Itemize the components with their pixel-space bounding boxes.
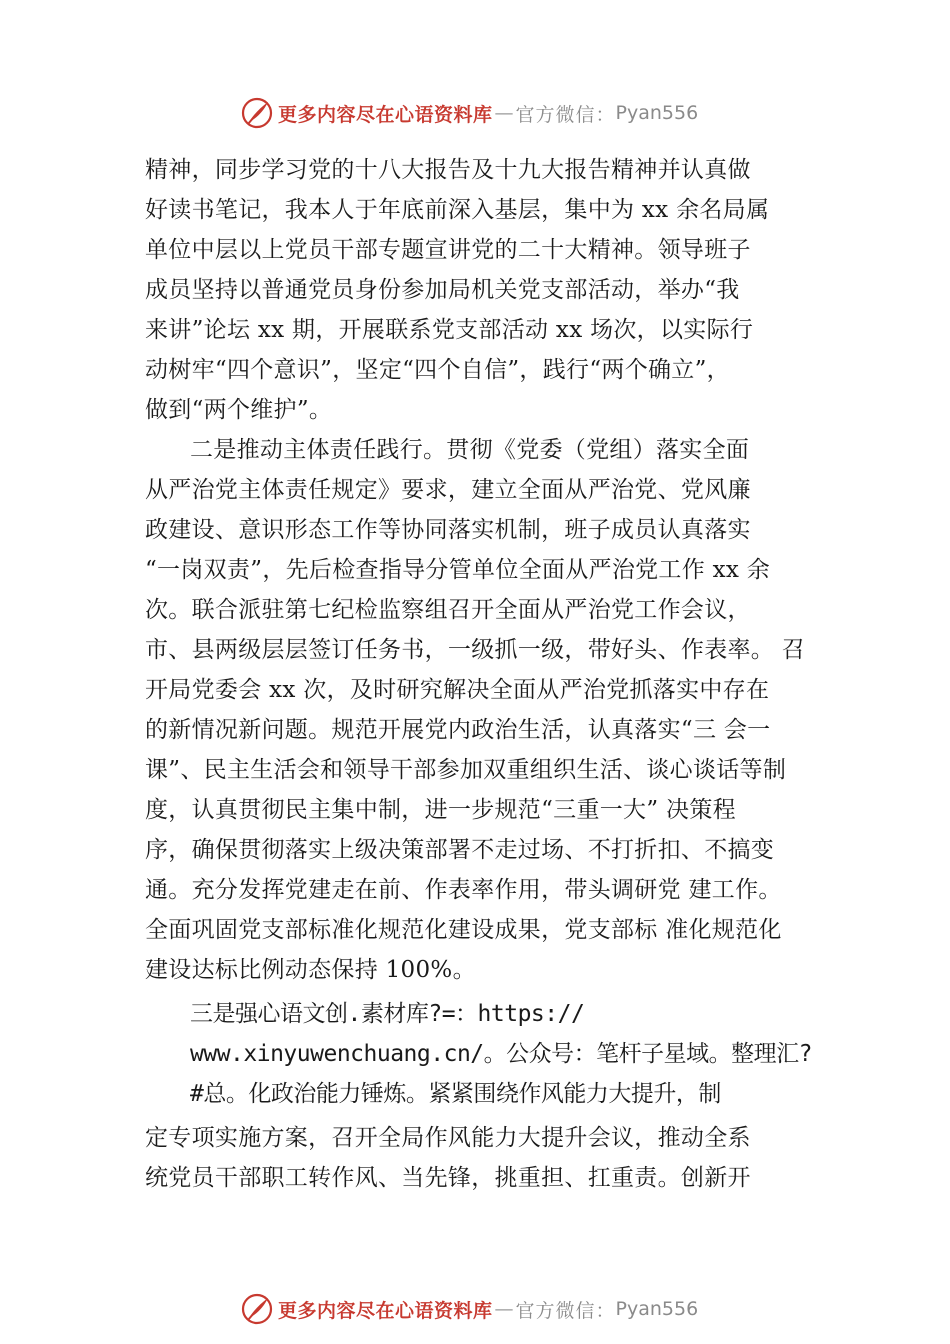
text-line: 序，确保贯彻落实上级决策部署不走过场、不打折扣、不搞变 — [145, 837, 775, 863]
text-line: 成员坚持以普通党员身份参加局机关党支部活动，举办“我 — [145, 277, 740, 303]
text-line: 全面巩固党支部标准化规范化建设成果，党支部标 准化规范化 — [145, 917, 782, 943]
footer-banner — [240, 1292, 698, 1326]
banner-dash: — — [494, 102, 514, 124]
text-line: 从严治党主体责任规定》要求，建立全面从严治党、党风廉 — [145, 477, 751, 503]
wechat-id: Pyan556 — [615, 1298, 699, 1320]
text-line: 精神，同步学习党的十八大报告及十九大报告精神并认真做 — [145, 157, 751, 183]
text-line: #总。化政治能力锤炼。紧紧围绕作风能力大提升，制 — [190, 1081, 721, 1107]
text-line: 做到“两个维护”。 — [145, 397, 333, 423]
site-name: 更多内容尽在心语资料库 — [278, 103, 493, 126]
text-line: 课”、民主生活会和领导干部参加双重组织生活、谈心谈话等制 — [145, 757, 787, 783]
wechat-label: 官方微信： — [515, 1299, 616, 1322]
wechat-id: Pyan556 — [615, 102, 699, 124]
text-line: 市、县两级层层签订任务书，一级抓一级，带好头、作表率。 召 — [145, 637, 806, 663]
paragraph-start-line: 二是推动主体责任践行。贯彻《党委（党组）落实全面 — [190, 437, 750, 463]
document-body — [145, 150, 850, 1198]
text-line: 好读书笔记，我本人于年底前深入基层，集中为 xx 余名局属 — [145, 197, 770, 223]
text-line: 度，认真贯彻民主集中制，进一步规范“三重一大” 决策程 — [145, 797, 736, 823]
text-line: 定专项实施方案，召开全局作风能力大提升会议，推动全系 — [145, 1125, 751, 1151]
url-line: www.xinyuwenchuang.cn/。公众号：笔杆子星域。整理汇? — [190, 1041, 812, 1067]
text-line: 的新情况新问题。规范开展党内政治生活，认真落实“三 会一 — [145, 717, 771, 743]
text-line: 单位中层以上党员干部专题宣讲党的二十大精神。领导班子 — [145, 237, 751, 263]
paragraph-start-line: 三是强心语文创.素材库?=：https:// — [190, 1001, 585, 1027]
text-line: “一岗双责”，先后检查指导分管单位全面从严治党工作 xx 余 — [145, 557, 771, 583]
text-line: 统党员干部职工转作风、当先锋，挑重担、扛重责。创新开 — [145, 1165, 751, 1191]
text-line: 通。充分发挥党建走在前、作表率作用，带头调研党 建工作。 — [145, 877, 782, 903]
text-line: 动树牢“四个意识”，坚定“四个自信”，践行“两个确立”， — [145, 357, 730, 383]
text-line: 开局党委会 xx 次，及时研究解决全面从严治党抓落实中存在 — [145, 677, 770, 703]
header-banner — [240, 96, 698, 130]
banner-dash: — — [494, 1298, 514, 1320]
text-line: 次。联合派驻第七纪检监察组召开全面从严治党工作会议， — [145, 597, 751, 623]
quill-logo-icon — [240, 96, 274, 130]
text-line: 来讲”论坛 xx 期，开展联系党支部活动 xx 场次，以实际行 — [145, 317, 754, 343]
text-line: 建设达标比例动态保持 100%。 — [145, 957, 476, 983]
site-name: 更多内容尽在心语资料库 — [278, 1299, 493, 1322]
text-line: 政建设、意识形态工作等协同落实机制，班子成员认真落实 — [145, 517, 751, 543]
wechat-label: 官方微信： — [515, 103, 616, 126]
quill-logo-icon — [240, 1292, 274, 1326]
